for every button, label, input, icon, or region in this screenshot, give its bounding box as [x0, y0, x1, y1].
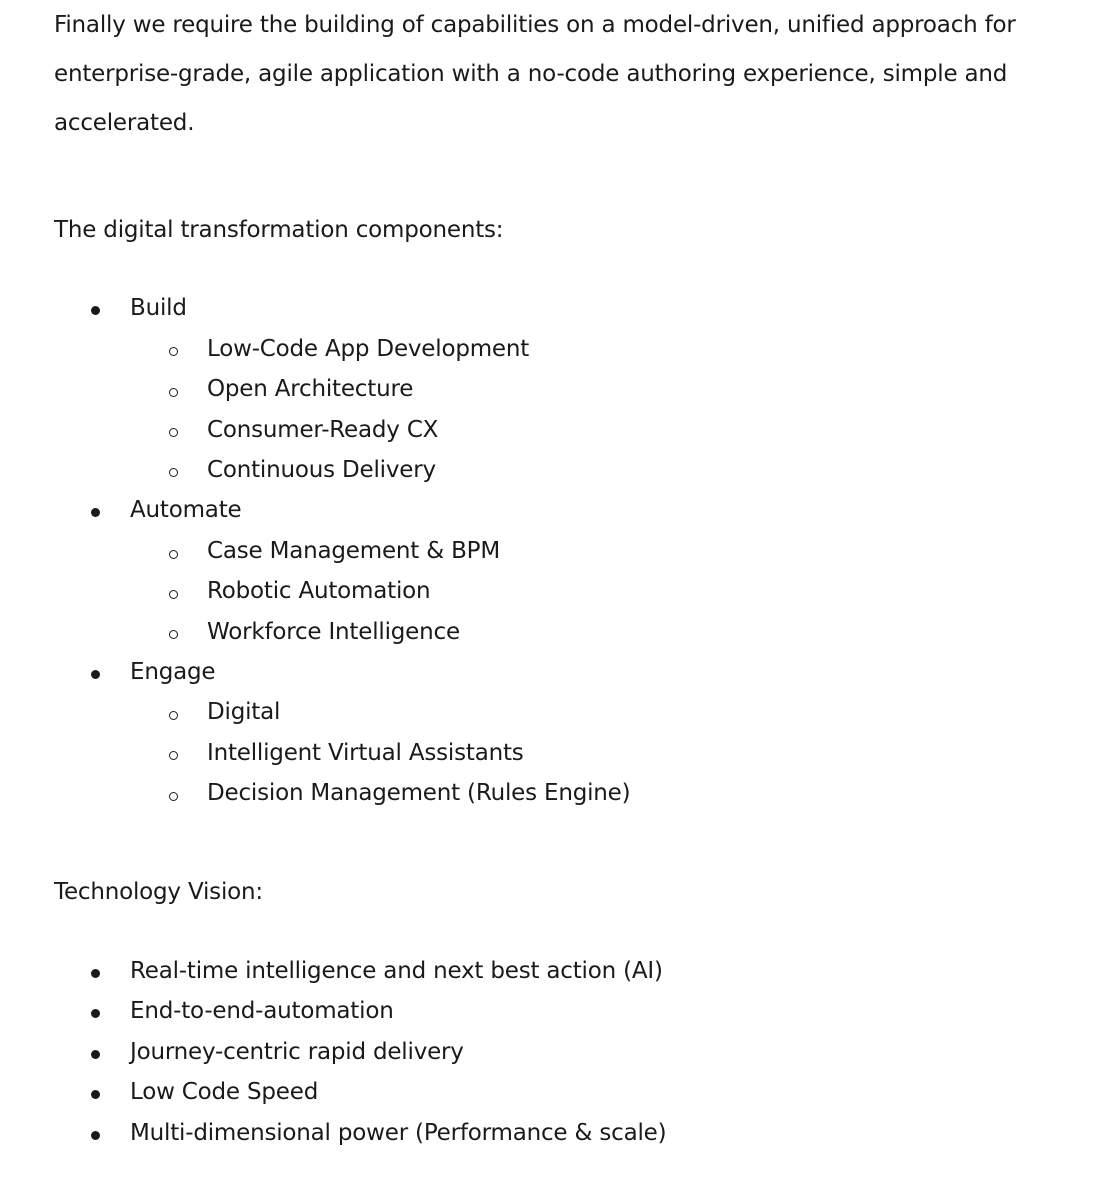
component-item: Decision Management (Rules Engine): [207, 780, 631, 806]
component-item: Open Architecture: [207, 376, 414, 402]
hollow-bullet-icon: [169, 751, 178, 760]
component-group-build: Build: [130, 295, 187, 321]
bullet-icon: [91, 1009, 100, 1018]
vision-item: Multi-dimensional power (Performance & scale): [130, 1120, 667, 1146]
bullet-icon: [91, 1090, 100, 1099]
hollow-bullet-icon: [169, 468, 178, 477]
bullet-icon: [91, 508, 100, 517]
component-item: Intelligent Virtual Assistants: [207, 740, 524, 766]
intro-paragraph: Finally we require the building of capabilities on a model-driven, unified approach for enterprise-grade, agile application with a no-code authoring experience, simple and accelerated.: [54, 12, 1016, 136]
bullet-icon: [91, 670, 100, 679]
bullet-icon: [91, 306, 100, 315]
components-heading: The digital transformation components:: [54, 217, 504, 243]
bullet-icon: [91, 1050, 100, 1059]
component-item: Continuous Delivery: [207, 457, 436, 483]
hollow-bullet-icon: [169, 711, 178, 720]
hollow-bullet-icon: [169, 630, 178, 639]
vision-item: Real-time intelligence and next best action (AI): [130, 958, 663, 984]
vision-item: Journey-centric rapid delivery: [130, 1039, 464, 1065]
hollow-bullet-icon: [169, 792, 178, 801]
component-item: Case Management & BPM: [207, 538, 500, 564]
component-item: Robotic Automation: [207, 578, 431, 604]
component-item: Workforce Intelligence: [207, 619, 460, 645]
component-group-automate: Automate: [130, 497, 242, 523]
hollow-bullet-icon: [169, 428, 178, 437]
component-group-engage: Engage: [130, 659, 216, 685]
vision-item: End-to-end-automation: [130, 998, 394, 1024]
hollow-bullet-icon: [169, 347, 178, 356]
component-item: Digital: [207, 699, 281, 725]
vision-heading: Technology Vision:: [54, 879, 263, 905]
hollow-bullet-icon: [169, 590, 178, 599]
vision-item: Low Code Speed: [130, 1079, 319, 1105]
bullet-icon: [91, 1131, 100, 1140]
hollow-bullet-icon: [169, 550, 178, 559]
bullet-icon: [91, 969, 100, 978]
component-item: Consumer-Ready CX: [207, 417, 439, 443]
hollow-bullet-icon: [169, 388, 178, 397]
component-item: Low-Code App Development: [207, 336, 530, 362]
